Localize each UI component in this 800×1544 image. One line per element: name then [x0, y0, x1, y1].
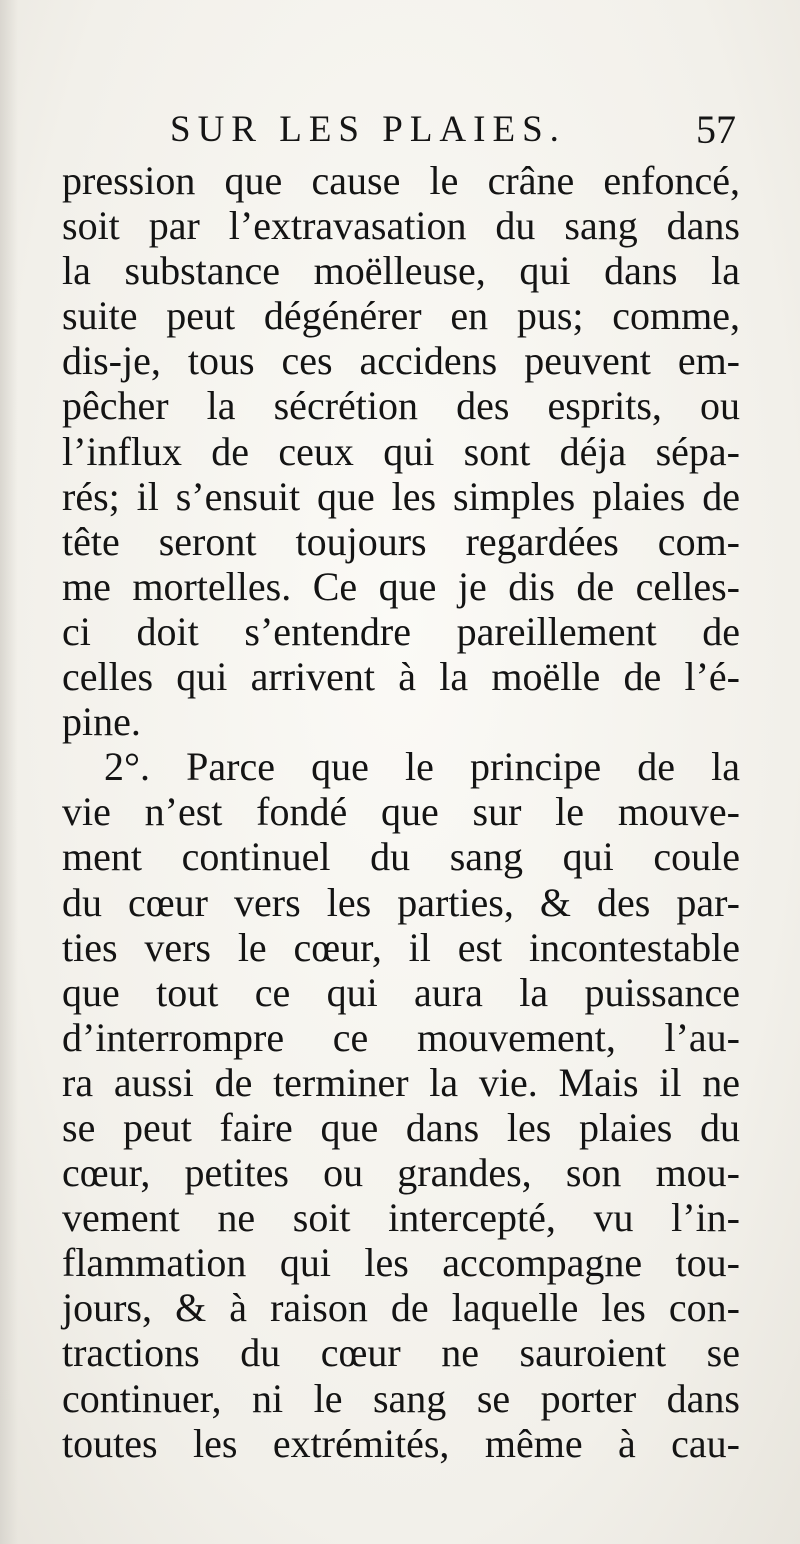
text-line: cœur, petites ou grandes, son mou- — [62, 1150, 740, 1196]
text-line: me mortelles. Ce que je dis de celles- — [62, 563, 740, 609]
text-line: la substance moëlleuse, qui dans la — [62, 248, 740, 294]
paragraph-end-line: pine. — [62, 699, 141, 745]
page-number: 57 — [696, 107, 736, 152]
text-line: du cœur vers les parties, & des par- — [62, 879, 740, 925]
text-line: celles qui arrivent à la moëlle de l’é- — [62, 654, 740, 700]
text-line: ment continuel du sang qui coule — [62, 834, 740, 880]
page-gutter-shadow — [0, 0, 18, 1544]
text-line: d’interrompre ce mouvement, l’au- — [62, 1014, 740, 1060]
text-line: ra aussi de terminer la vie. Mais il ne — [62, 1059, 740, 1105]
text-line: pêcher la sécrétion des esprits, ou — [62, 383, 740, 429]
text-line: soit par l’extravasation du sang dans — [62, 203, 740, 249]
running-title: SUR LES PLAIES. — [170, 109, 566, 150]
text-line: flammation qui les accompagne tou- — [62, 1240, 740, 1286]
text-line: ci doit s’entendre pareillement de — [62, 608, 740, 654]
text-line: dis-je, tous ces accidens peuvent em- — [62, 338, 740, 384]
text-line: que tout ce qui aura la puissance — [62, 969, 740, 1015]
text-line: toutes les extrémités, même à cau- — [62, 1420, 740, 1466]
text-line: ties vers le cœur, il est incontestable — [62, 924, 740, 970]
text-line: rés; il s’ensuit que les simples plaies de — [62, 473, 740, 519]
text-line: jours, & à raison de laquelle les con- — [62, 1285, 740, 1331]
running-header — [170, 104, 740, 156]
text-line: suite peut dégénérer en pus; comme, — [62, 293, 740, 339]
text-line: l’influx de ceux qui sont déja sépa- — [62, 428, 740, 474]
text-line: vement ne soit intercepté, vu l’in- — [62, 1195, 740, 1241]
body-text — [62, 158, 740, 1466]
text-line: vie n’est fondé que sur le mouve- — [62, 789, 740, 835]
text-line: tractions du cœur ne sauroient se — [62, 1330, 740, 1376]
text-line: se peut faire que dans les plaies du — [62, 1104, 740, 1150]
paragraph-start-line: 2°. Parce que le principe de la — [104, 744, 740, 790]
text-line: pression que cause le crâne enfoncé, — [62, 158, 740, 203]
text-line: tête seront toujours regardées com- — [62, 518, 740, 564]
text-line: continuer, ni le sang se porter dans — [62, 1375, 740, 1421]
